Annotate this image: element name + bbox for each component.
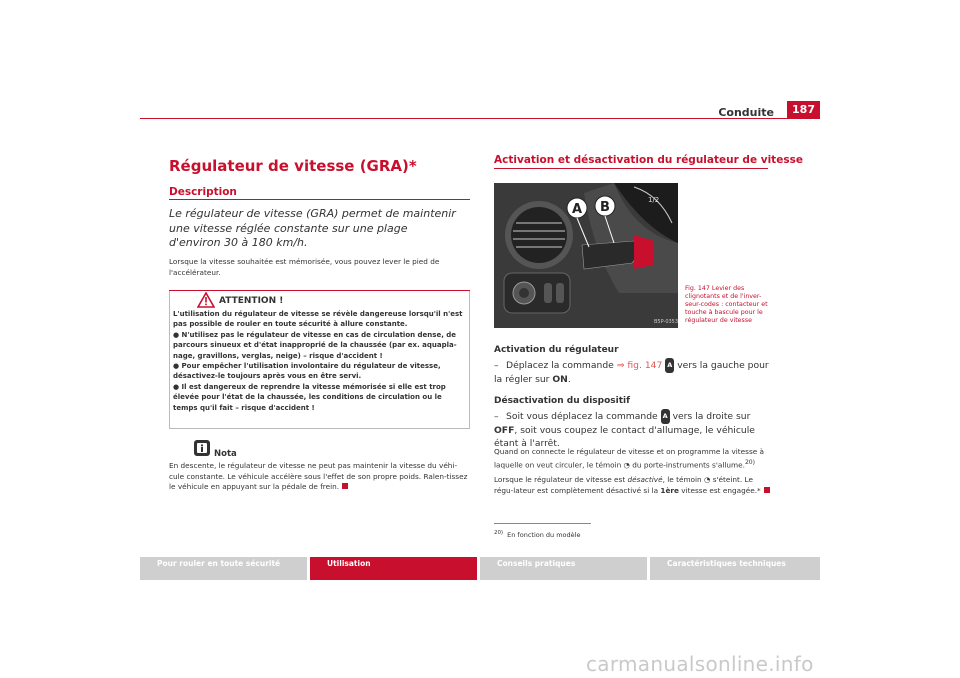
control-key-a-icon: A bbox=[665, 358, 674, 373]
info-paragraph-2: Lorsque le régulateur de vitesse est désactivé, le témoin ◔ s'éteint. Le régu-lateur est complètement désactivé si la 1ère vitesse est engagée.* bbox=[494, 475, 774, 496]
nav-tab-utilisation[interactable]: Utilisation bbox=[310, 557, 477, 580]
info-paragraph-1: Quand on connecte le régulateur de vitesse et on programme la vitesse à laquelle on veut circuler, le témoin ◔ du porte-instruments s'allume.$^{20)}$ bbox=[494, 447, 765, 469]
note-body: En descente, le régulateur de vitesse ne peut pas maintenir la vitesse du véhi-cule constante. Le véhicule accélère sous l'effet de son propre poids. Ralen-tissez le véhicule en appuyant sur la pédale de frein. bbox=[169, 461, 468, 491]
subheading-rule bbox=[169, 199, 470, 200]
end-marker bbox=[764, 487, 770, 493]
deactivation-heading: Désactivation du dispositif bbox=[494, 396, 631, 406]
deactivation-step: – Soit vous déplacez la commande A vers la droite sur OFF, soit vous coupez le contact d'allumage, le véhicule étant à l'arrêt. bbox=[494, 411, 755, 449]
warning-item: ● Pour empêcher l'utilisation involontaire du régulateur de vitesse, désactivez-le toujours après vous en être servi. bbox=[173, 362, 441, 381]
note-title: Nota bbox=[214, 449, 237, 459]
warning-triangle-icon bbox=[197, 292, 215, 308]
gauge-label: 1/2 bbox=[648, 196, 660, 204]
figure-147 bbox=[494, 183, 678, 328]
end-marker bbox=[342, 483, 348, 489]
nav-tab-tips[interactable]: Conseils pratiques bbox=[480, 557, 647, 580]
watermark: carmanualsonline.info bbox=[586, 652, 814, 676]
section-heading-rule bbox=[494, 168, 768, 169]
activation-step: – Déplacez la commande ⇒ fig. 147 A vers la gauche pour la régler sur ON. bbox=[494, 360, 769, 385]
chapter-title: Régulateur de vitesse (GRA)* bbox=[169, 157, 417, 175]
warning-body bbox=[173, 309, 466, 413]
body-paragraph: Lorsque la vitesse souhaitée est mémorisée, vous pouvez lever le pied de l'accélérateur. bbox=[169, 257, 440, 277]
figure-link[interactable]: ⇒ fig. 147 bbox=[616, 360, 663, 371]
activation-heading: Activation du régulateur bbox=[494, 345, 619, 355]
figure-label-a: A bbox=[571, 202, 583, 217]
nav-tab-safety[interactable]: Pour rouler en toute sécurité bbox=[140, 557, 307, 580]
footnote: $^{20)}$ En fonction du modèle bbox=[494, 530, 581, 540]
intro-paragraph: Le régulateur de vitesse (GRA) permet de maintenir une vitesse réglée constante sur une plage d'environ 30 à 180 km/h. bbox=[169, 207, 456, 249]
warning-intro: L'utilisation du régulateur de vitesse se révèle dangereuse lorsqu'il n'est pas possible de rouler en toute sécurité à allure constante. bbox=[173, 310, 463, 329]
figure-code: B5P-0353 bbox=[654, 319, 678, 325]
control-key-a-icon: A bbox=[661, 409, 670, 424]
section-heading: Activation et désactivation du régulateur de vitesse bbox=[494, 154, 803, 166]
figure-caption: Fig. 147 Levier des clignotants et de l'inver-seur-codes : contacteur et touche à bascule pour le régulateur de vitesse bbox=[685, 285, 768, 324]
speedometer-icon: ◔ bbox=[623, 459, 630, 469]
speedometer-icon: ◔ bbox=[704, 475, 711, 484]
note-info-icon bbox=[194, 440, 210, 456]
warning-top-rule bbox=[169, 290, 470, 291]
warning-item: ● N'utilisez pas le régulateur de vitesse en cas de circulation dense, de parcours sinueux et d'état inapproprié de la chaussée (par ex. aquapla-nage, gravillons, verglas, neige) – risque d'accident ! bbox=[173, 330, 457, 360]
warning-title: ATTENTION ! bbox=[219, 296, 284, 306]
stalk-illustration bbox=[494, 183, 678, 328]
figure-label-b: B bbox=[600, 200, 610, 215]
footnote-rule bbox=[494, 523, 591, 524]
warning-item: ● Il est dangereux de reprendre la vitesse mémorisée si elle est trop élevée pour l'état de la chaussée, les conditions de circulation ou le temps qu'il fait – risque d'accident ! bbox=[173, 382, 446, 412]
nav-tab-specs[interactable]: Caractéristiques techniques bbox=[650, 557, 820, 580]
subheading-description: Description bbox=[169, 186, 237, 198]
page-number: 187 bbox=[787, 101, 820, 119]
section-title: Conduite bbox=[718, 106, 774, 119]
